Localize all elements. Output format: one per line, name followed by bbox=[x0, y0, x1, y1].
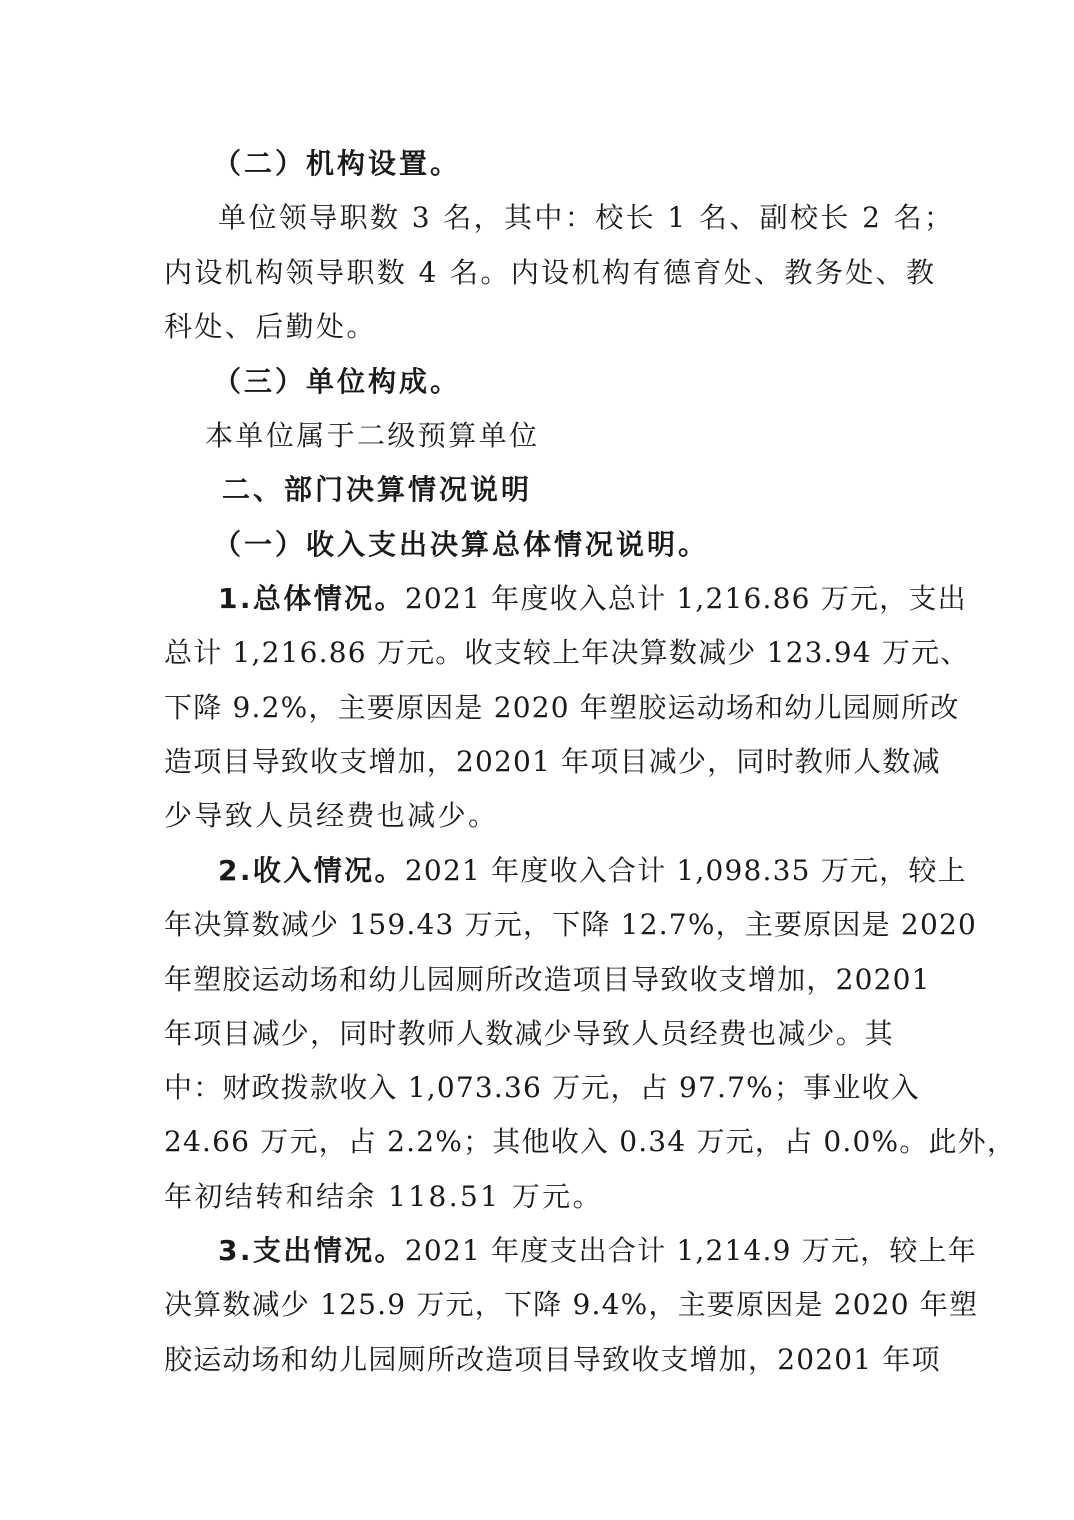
para-income-line-5: 中：财政拨款收入 1,073.36 万元，占 97.7%；事业收入 bbox=[164, 1071, 920, 1104]
para-expense-line-1-text: 2021 年度支出合计 1,214.9 万元，较上年 bbox=[404, 1234, 977, 1267]
para-total-line-2: 总计 1,216.86 万元。收支较上年决算数减少 123.94 万元、 bbox=[164, 636, 970, 669]
para-total-line-1-text: 2021 年度收入总计 1,216.86 万元，支出 bbox=[404, 582, 967, 615]
para-total-line-1 bbox=[218, 579, 967, 619]
para-expense-lead: 3.支出情况。 bbox=[218, 1234, 405, 1267]
section-org-heading: （二）机构设置。 bbox=[213, 147, 462, 180]
para-expense-line-1 bbox=[218, 1231, 977, 1271]
para-income-line-1-text: 2021 年度收入合计 1,098.35 万元，较上 bbox=[404, 854, 967, 887]
para-total-line-5: 少导致人员经费也减少。 bbox=[164, 799, 499, 832]
para-income-line-7: 年初结转和结余 118.51 万元。 bbox=[164, 1180, 603, 1213]
para-total-line-3: 下降 9.2%，主要原因是 2020 年塑胶运动场和幼儿园厕所改 bbox=[164, 691, 960, 724]
section-org-line-2: 内设机构领导职数 4 名。内设机构有德育处、教务处、教 bbox=[164, 256, 937, 289]
para-income-line-4: 年项目减少，同时教师人数减少导致人员经费也减少。其 bbox=[164, 1017, 895, 1050]
part-two-heading: 二、部门决算情况说明 bbox=[222, 473, 533, 506]
subsection-one-heading: （一）收入支出决算总体情况说明。 bbox=[213, 528, 710, 561]
para-income-line-6: 24.66 万元，占 2.2%；其他收入 0.34 万元，占 0.0%。此外， bbox=[164, 1125, 1017, 1158]
para-income-line-2: 年决算数减少 159.43 万元，下降 12.7%，主要原因是 2020 bbox=[164, 908, 977, 941]
section-units-text: 本单位属于二级预算单位 bbox=[205, 419, 540, 452]
section-org-line-3: 科处、后勤处。 bbox=[164, 310, 377, 343]
para-total-lead: 1.总体情况。 bbox=[218, 582, 405, 615]
para-income-line-3: 年塑胶运动场和幼儿园厕所改造项目导致收支增加，20201 bbox=[164, 963, 931, 996]
para-income-lead: 2.收入情况。 bbox=[218, 854, 405, 887]
para-expense-line-3: 胶运动场和幼儿园厕所改造项目导致收支增加，20201 年项 bbox=[164, 1343, 941, 1376]
section-units-heading: （三）单位构成。 bbox=[213, 365, 462, 398]
para-expense-line-2: 决算数减少 125.9 万元，下降 9.4%，主要原因是 2020 年塑 bbox=[164, 1288, 979, 1321]
para-income-line-1 bbox=[218, 851, 967, 891]
para-total-line-4: 造项目导致收支增加，20201 年项目减少，同时教师人数减 bbox=[164, 745, 941, 778]
section-org-line-1: 单位领导职数 3 名，其中：校长 1 名、副校长 2 名； bbox=[218, 201, 955, 234]
